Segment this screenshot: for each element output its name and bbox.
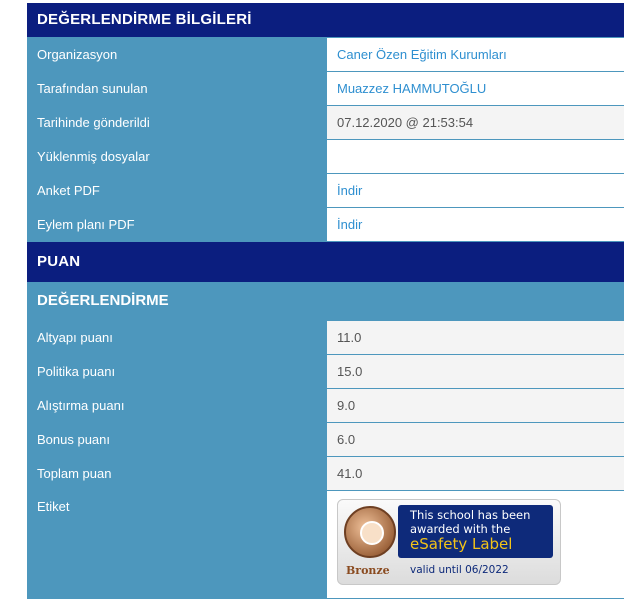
score-header: PUAN: [27, 242, 624, 282]
infrastructure-score-value: 11.0: [327, 321, 624, 355]
total-score-value: 41.0: [327, 457, 624, 491]
badge-award-text: This school has been awarded with the: [410, 508, 531, 536]
table-row: [27, 38, 624, 72]
table-row: [27, 423, 624, 457]
table-row: [27, 72, 624, 106]
organization-label: Organizasyon: [27, 38, 327, 72]
table-row: [27, 321, 624, 355]
badge-validity: valid until 06/2022: [410, 564, 509, 576]
organization-link[interactable]: Caner Özen Eğitim Kurumları: [337, 47, 507, 62]
infrastructure-score-label: Altyapı puanı: [27, 321, 327, 355]
submitted-by-value: [327, 72, 624, 106]
practice-score-value: 9.0: [327, 389, 624, 423]
submitted-date-label: Tarihinde gönderildi: [27, 106, 327, 140]
evaluation-info-header: DEĞERLENDİRME BİLGİLERİ: [27, 3, 624, 37]
esafety-label-badge: [337, 499, 561, 585]
organization-value: [327, 38, 624, 72]
label-row-label: Etiket: [27, 491, 327, 599]
assessment-header: DEĞERLENDİRME: [27, 282, 624, 320]
table-row: [27, 457, 624, 491]
action-plan-pdf-label: Eylem planı PDF: [27, 208, 327, 242]
uploaded-files-label: Yüklenmiş dosyalar: [27, 140, 327, 174]
practice-score-label: Alıştırma puanı: [27, 389, 327, 423]
survey-pdf-download-link[interactable]: İndir: [337, 183, 363, 198]
table-row: [27, 174, 624, 208]
evaluation-info-table: [27, 37, 624, 242]
table-row: [27, 140, 624, 174]
bonus-score-label: Bonus puanı: [27, 423, 327, 457]
uploaded-files-value: [327, 140, 624, 174]
table-row: [27, 355, 624, 389]
policy-score-value: 15.0: [327, 355, 624, 389]
policy-score-label: Politika puanı: [27, 355, 327, 389]
child-face-icon: [360, 521, 384, 545]
action-plan-download-link[interactable]: İndir: [337, 217, 363, 232]
submitted-date-value: 07.12.2020 @ 21:53:54: [327, 106, 624, 140]
badge-banner: [398, 505, 553, 558]
total-score-label: Toplam puan: [27, 457, 327, 491]
label-row-value: [327, 491, 624, 599]
score-table: [27, 320, 624, 599]
evaluation-panel: [27, 3, 624, 599]
survey-pdf-label: Anket PDF: [27, 174, 327, 208]
action-plan-pdf-value: [327, 208, 624, 242]
badge-level: Bronze: [346, 564, 390, 577]
table-row: [27, 106, 624, 140]
table-row: [27, 208, 624, 242]
bonus-score-value: 6.0: [327, 423, 624, 457]
bronze-medal-icon: [344, 506, 396, 558]
table-row: [27, 389, 624, 423]
submitted-by-label: Tarafından sunulan: [27, 72, 327, 106]
badge-title: eSafety Label: [410, 535, 513, 553]
survey-pdf-value: [327, 174, 624, 208]
table-row: [27, 491, 624, 599]
submitter-link[interactable]: Muazzez HAMMUTOĞLU: [337, 81, 487, 96]
